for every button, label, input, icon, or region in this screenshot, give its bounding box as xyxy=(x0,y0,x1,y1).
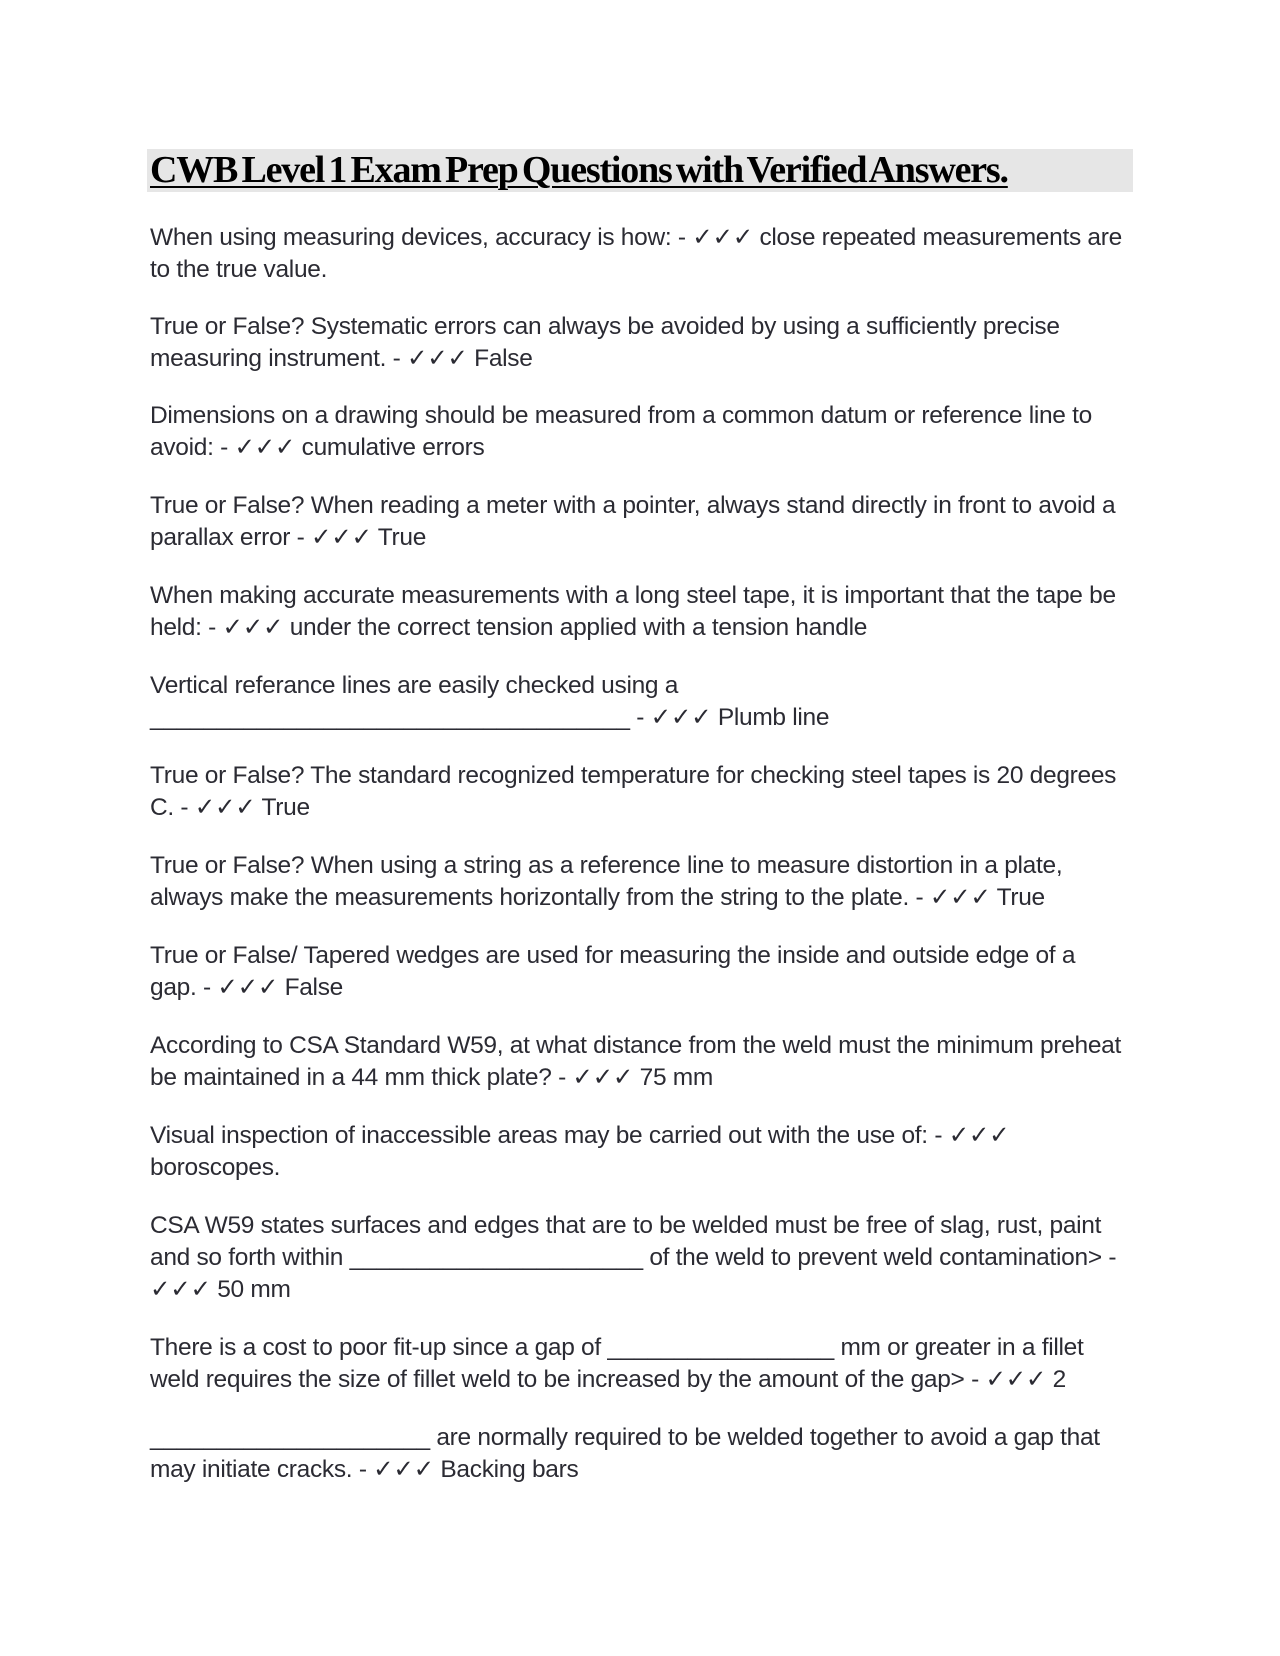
question-text: There is a cost to poor fit-up since a gap of _________________ mm or greater in a fillet weld requires the size of fillet weld to be increased by the amount of the gap> xyxy=(150,1334,1084,1393)
answer-text: True xyxy=(377,524,427,551)
answer-text: Backing bars xyxy=(440,1456,579,1483)
question-text: Visual inspection of inaccessible areas may be carried out with the use of: xyxy=(150,1122,928,1149)
qa-item xyxy=(150,580,1125,644)
check-separator: - ✓✓✓ xyxy=(671,224,760,251)
question-text: True or False/ Tapered wedges are used for measuring the inside and outside edge of a gap. xyxy=(150,942,1076,1001)
qa-item xyxy=(150,940,1125,1004)
question-text: Dimensions on a drawing should be measured from a common datum or reference line to avoid: xyxy=(150,402,1092,461)
qa-item xyxy=(150,670,1125,734)
answer-text: True xyxy=(261,794,310,821)
answer-text: 75 mm xyxy=(639,1064,714,1091)
check-separator: - ✓✓✓ xyxy=(908,884,997,911)
answer-text: False xyxy=(474,345,533,372)
question-text: True or False? The standard recognized temperature for checking steel tapes is 20 degrees C. xyxy=(150,762,1117,821)
check-separator: - ✓✓✓ xyxy=(201,614,290,641)
document-title: CWB Level 1 Exam Prep Questions with Verified Answers. xyxy=(150,149,1008,191)
answer-text: close repeated measurements are to the true value. xyxy=(150,224,1122,283)
check-separator: - ✓✓✓ xyxy=(352,1456,441,1483)
answer-text: False xyxy=(284,974,343,1001)
check-separator: - ✓✓✓ xyxy=(964,1366,1053,1393)
qa-item xyxy=(150,222,1125,286)
answer-text: under the correct tension applied with a tension handle xyxy=(289,614,868,641)
question-text: True or False? When using a string as a reference line to measure distortion in a plate, always make the measurements horizontally from the string to the plate. xyxy=(150,852,1063,911)
question-text: According to CSA Standard W59, at what distance from the weld must the minimum preheat be maintained in a 44 mm thick plate? xyxy=(150,1032,1122,1091)
qa-item xyxy=(150,400,1125,464)
answer-text: boroscopes. xyxy=(150,1154,281,1181)
check-separator: - ✓✓✓ xyxy=(150,1244,1117,1303)
answer-text: 2 xyxy=(1052,1366,1066,1393)
qa-item xyxy=(150,760,1125,824)
qa-item xyxy=(150,490,1125,554)
question-text: True or False? Systematic errors can always be avoided by using a sufficiently precise measuring instrument. xyxy=(150,313,1060,372)
check-separator: - ✓✓✓ xyxy=(290,524,378,551)
question-text: Vertical referance lines are easily checked using a ____________________________________ xyxy=(150,672,679,731)
answer-text: True xyxy=(996,884,1045,911)
check-separator: - ✓✓✓ xyxy=(196,974,285,1001)
qa-item xyxy=(150,1210,1125,1306)
qa-item xyxy=(150,850,1125,914)
answer-text: cumulative errors xyxy=(301,434,485,461)
question-text: True or False? When reading a meter with a pointer, always stand directly in front to avoid a parallax error xyxy=(150,492,1116,551)
check-separator: - ✓✓✓ xyxy=(213,434,302,461)
question-text: _____________________ are normally required to be welded together to avoid a gap that may initiate cracks. xyxy=(150,1424,1100,1483)
check-separator: - ✓✓✓ xyxy=(551,1064,640,1091)
qa-item xyxy=(150,311,1125,375)
qa-item xyxy=(150,1422,1125,1486)
check-separator: - ✓✓✓ xyxy=(386,345,475,372)
check-separator: - ✓✓✓ xyxy=(629,704,718,731)
question-text: When making accurate measurements with a long steel tape, it is important that the tape be held: xyxy=(150,582,1116,641)
check-separator: - ✓✓✓ xyxy=(927,1122,1010,1149)
answer-text: Plumb line xyxy=(717,704,830,731)
qa-item xyxy=(150,1030,1125,1094)
question-text: CSA W59 states surfaces and edges that are to be welded must be free of slag, rust, paint and so forth within ______________________ of the weld to prevent weld contamination> xyxy=(150,1212,1102,1271)
check-separator: - ✓✓✓ xyxy=(173,794,262,821)
qa-item xyxy=(150,1332,1125,1396)
qa-item xyxy=(150,1120,1125,1184)
question-text: When using measuring devices, accuracy is how: xyxy=(150,224,672,251)
answer-text: 50 mm xyxy=(217,1276,291,1303)
